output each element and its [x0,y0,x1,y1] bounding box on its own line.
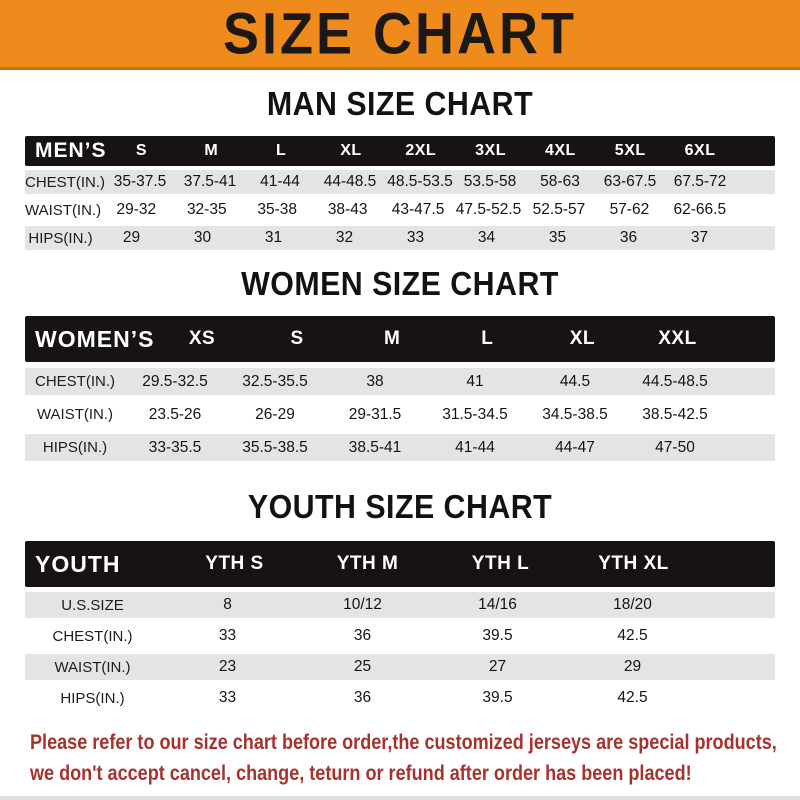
size-value-cell: 29-32 [116,201,157,218]
size-value-cell: 30 [193,229,212,246]
women-header-row [25,316,775,362]
size-value-cell: 36 [353,627,372,644]
size-value-cell: 35-37.5 [113,173,167,190]
size-value-cell: 36 [619,229,638,246]
youth-hips-row [25,685,775,711]
size-value-cell: 29 [122,229,141,246]
women-chest-row [25,368,775,395]
size-value-cell: 33 [218,627,237,644]
size-value-cell: 37.5-41 [183,173,237,190]
row-label: WAIST(IN.) [36,406,114,423]
size-value-cell: 29 [623,658,642,675]
men-size-table [25,136,775,250]
size-column-header: 4XL [544,142,576,159]
women-table-title-cell: WOMEN’S [35,325,155,352]
youth-section [0,489,800,711]
size-column-header: YTH M [336,553,399,574]
size-value-cell: 63-67.5 [603,173,657,190]
size-column-header: L [481,328,494,349]
note-line-2: we don't accept cancel, change, teturn or refund after order has been placed! [30,761,692,785]
size-value-cell: 29-31.5 [348,405,402,423]
size-value-cell: 67.5-72 [673,173,727,190]
size-column-header: YTH XL [598,553,669,574]
size-column-header: 3XL [475,142,506,159]
size-value-cell: 25 [353,658,372,675]
size-column-header: M [204,142,219,159]
youth-size-table [25,541,775,711]
note-line-1: Please refer to our size chart before order,the customized jerseys are special products, [30,730,777,754]
size-value-cell: 42.5 [617,689,648,706]
size-column-header: YTH L [471,553,530,574]
men-header-row [25,136,775,166]
size-value-cell: 39.5 [482,627,513,644]
size-value-cell: 31.5-34.5 [442,405,508,423]
size-column-header: XS [188,328,216,349]
size-value-cell: 34 [477,229,496,246]
size-value-cell: 36 [353,689,372,706]
size-value-cell: 33 [406,229,425,246]
size-column-header: XL [569,328,596,349]
size-value-cell: 41-44 [455,438,495,456]
size-value-cell: 26-29 [255,405,295,423]
women-heading: WOMEN SIZE CHART [241,265,559,302]
size-column-header: XXL [658,328,697,349]
youth-heading: YOUTH SIZE CHART [247,488,553,525]
women-section [0,266,800,461]
size-column-header: S [135,142,148,159]
men-waist-row [25,198,775,222]
youth-table-title-cell: YOUTH [35,550,121,577]
size-value-cell: 18/20 [613,596,652,613]
size-column-header: 6XL [684,142,716,159]
row-label: CHEST(IN.) [52,627,133,645]
size-value-cell: 38-43 [327,201,368,218]
banner-title: SIZE CHART [223,1,577,66]
size-value-cell: 35 [548,229,567,246]
row-label: CHEST(IN.) [35,373,115,390]
size-value-cell: 37 [690,229,709,246]
size-value-cell: 33 [218,689,237,706]
women-hips-row [25,434,775,461]
size-value-cell: 27 [488,658,507,675]
bottom-edge-line [0,796,800,800]
size-column-header: L [275,142,287,159]
size-value-cell: 43-47.5 [391,201,445,218]
size-value-cell: 35-38 [257,201,298,218]
row-label: WAIST(IN.) [25,201,102,219]
size-value-cell: 52.5-57 [532,201,586,218]
row-label: WAIST(IN.) [54,658,131,676]
size-column-header: 2XL [405,142,437,159]
size-value-cell: 14/16 [478,596,517,613]
size-value-cell: 8 [223,596,232,613]
size-column-header: 5XL [614,142,646,159]
row-label: U.S.SIZE [61,596,124,614]
men-hips-row [25,226,775,250]
row-label: HIPS(IN.) [42,439,108,456]
size-value-cell: 47-50 [655,438,695,456]
size-value-cell: 38 [366,372,384,390]
size-value-cell: 23 [218,658,237,675]
size-column-header: S [290,328,304,349]
women-waist-row [25,401,775,428]
size-value-cell: 53.5-58 [463,173,517,190]
size-value-cell: 48.5-53.5 [387,173,453,190]
size-value-cell: 33-35.5 [148,438,202,456]
men-chest-row [25,170,775,194]
size-value-cell: 58-63 [540,173,580,190]
size-value-cell: 32-35 [186,201,227,218]
size-value-cell: 38.5-42.5 [642,405,708,423]
size-value-cell: 32.5-35.5 [242,372,308,390]
size-value-cell: 57-62 [609,201,650,218]
size-value-cell: 44-48.5 [323,173,377,190]
youth-waist-row [25,654,775,680]
size-value-cell: 32 [335,229,354,246]
row-label: CHEST(IN.) [25,173,105,191]
youth-chest-row [25,623,775,649]
size-value-cell: 38.5-41 [348,438,402,456]
size-column-header: M [384,328,401,349]
size-value-cell: 42.5 [617,627,648,644]
size-value-cell: 10/12 [343,596,382,613]
size-value-cell: 44.5-48.5 [642,372,708,390]
size-value-cell: 39.5 [482,689,513,706]
size-value-cell: 34.5-38.5 [542,405,608,423]
size-column-header: XL [340,142,362,159]
size-value-cell: 23.5-26 [148,405,202,423]
size-chart-banner [0,0,800,70]
women-size-table [25,316,775,461]
men-heading: MAN SIZE CHART [266,85,534,122]
size-value-cell: 41 [466,372,484,390]
size-value-cell: 29.5-32.5 [142,372,208,390]
size-value-cell: 41-44 [260,173,300,190]
footer-note [30,727,800,789]
size-value-cell: 44.5 [559,372,591,390]
youth-header-row [25,541,775,587]
row-label: HIPS(IN.) [28,229,93,247]
size-value-cell: 31 [264,229,283,246]
size-value-cell: 35.5-38.5 [242,438,308,456]
size-value-cell: 44-47 [555,438,595,456]
men-table-title-cell: MEN’S [35,139,107,162]
size-value-cell: 62-66.5 [673,201,727,218]
men-section [0,86,800,250]
size-value-cell: 47.5-52.5 [455,201,522,218]
youth-us-size-row [25,592,775,618]
size-column-header: YTH S [205,553,264,574]
row-label: HIPS(IN.) [60,689,125,707]
